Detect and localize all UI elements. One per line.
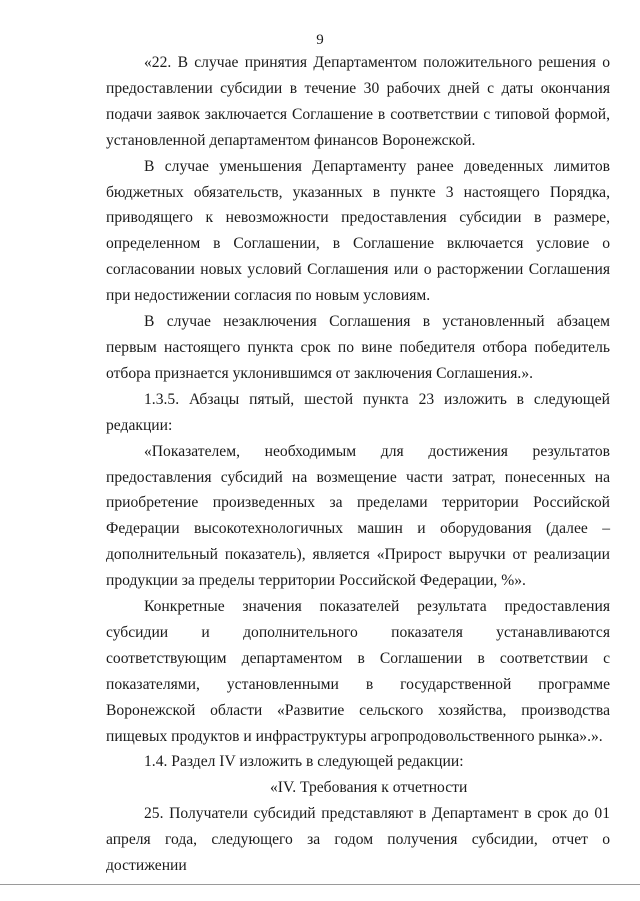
paragraph-specific-values: Конкретные значения показателей результата предоставления субсидии и дополнительного показателя устанавливаются соответствующим департаментом в Соглашении в соответствии с показателями, установленными в государственной программе Воронежской области «Развитие сельского хозяйства, производства пищевых продуктов и инфраструктуры агропродовольственного рынка».». xyxy=(106,598,610,745)
paragraph-22: «22. В случае принятия Департаментом положительного решения о предоставлении субсидии в течение 30 рабочих дней с даты окончания подачи заявок заключается Соглашение в соответствии с типовой формой, установленной департаментом финансов Воронежской. xyxy=(106,54,610,149)
paragraph-25: 25. Получатели субсидий представляют в Департамент в срок до 01 апреля года, следующего за годом получения субсидии, отчет о достижении xyxy=(106,805,610,875)
section-heading: «IV. Требования к отчетности xyxy=(270,779,468,797)
paragraph-limits-reduction: В случае уменьшения Департаменту ранее доведенных лимитов бюджетных обязательств, указанных в пункте 3 настоящего Порядка, приводящего к невозможности предоставления субсидии в размере, определенном в Соглашении, в Соглашение включается условие о согласовании новых условий Соглашения или о расторжении Соглашения при недостижении согласия по новым условиям. xyxy=(106,157,610,305)
paragraph-indicator: «Показателем, необходимым для достижения результатов предоставления субсидий на возмещение части затрат, понесенных на приобретение произведенных за пределами территории Российской Федерации высокотехнологичных машин и оборудования (далее – дополнительный показатель), является «Прирост выручки от реализации продукции за пределы территории Российской Федерации, %». xyxy=(106,442,610,590)
document-body xyxy=(106,50,610,879)
paragraph-non-conclusion: В случае незаключения Соглашения в установленный абзацем первым настоящего пункта срок по вине победителя отбора победитель отбора признается уклонившимся от заключения Соглашения.». xyxy=(106,313,610,382)
paragraph-1-3-5: 1.3.5. Абзацы пятый, шестой пункта 23 изложить в следующей редакции: xyxy=(106,390,610,434)
page-number: 9 xyxy=(316,32,324,48)
bottom-divider xyxy=(0,884,640,885)
paragraph-1-4: 1.4. Раздел IV изложить в следующей редакции: xyxy=(144,753,464,771)
